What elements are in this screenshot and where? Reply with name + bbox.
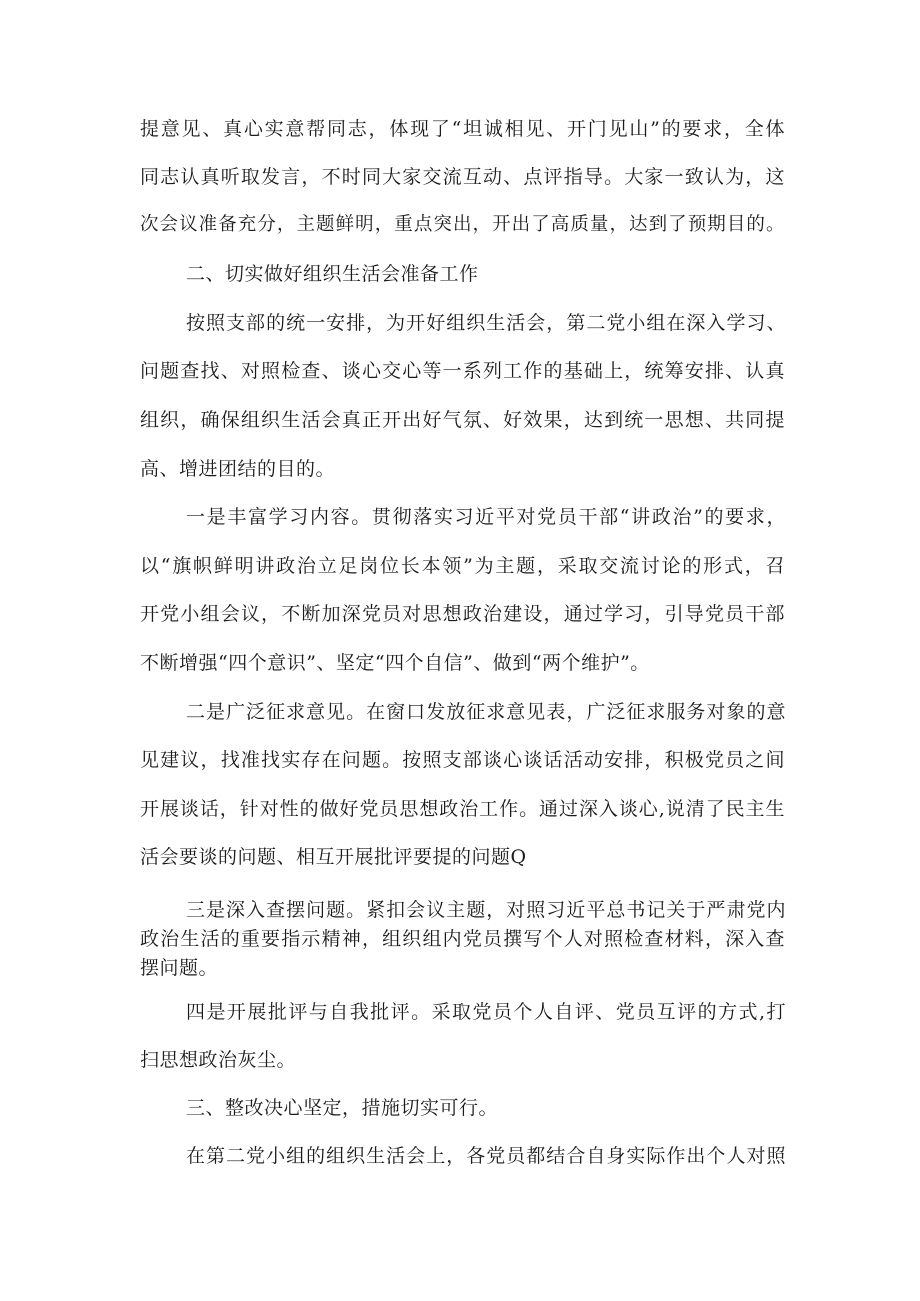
paragraph-line: 摆问题。 [140,957,219,979]
paragraph-line: 开党小组会议，不断加深党员对思想政治建设，通过学习，引导党员干部 [140,603,785,625]
paragraph-line: 组织，确保组织生活会真正开出好气氛、好效果，达到统一思想、共同提 [140,409,785,431]
paragraph-line: 活会要谈的问题、相互开展批评要提的问题Q [140,846,527,868]
paragraph-line: 提意见、真心实意帮同志，体现了“坦诚相见、开门见山”的要求，全体 [140,118,785,140]
paragraph-line: 见建议，找准找实存在问题。按照支部谈心谈话活动安排，积极党员之间 [140,749,785,771]
paragraph-line: 一是丰富学习内容。贯彻落实习近平对党员干部“讲政治”的要求， [186,506,786,528]
paragraph-line: 三是深入查摆问题。紧扣会议主题，对照习近平总书记关于严肃党内 [186,899,786,921]
paragraph-line: 二是广泛征求意见。在窗口发放征求意见表，广泛征求服务对象的意 [186,701,786,723]
paragraph-line: 次会议准备充分，主题鲜明，重点突出，开出了高质量，达到了预期目的。 [140,214,785,235]
paragraph-line: 以“旗帜鲜明讲政治立足岗位长本领”为主题，采取交流讨论的形式，召 [140,555,785,577]
paragraph-line: 在第二党小组的组织生活会上，各党员都结合自身实际作出个人对照 [186,1145,786,1167]
paragraph-line: 扫思想政治灰尘。 [140,1049,297,1071]
paragraph-line: 政治生活的重要指示精神，组织组内党员撰写个人对照检查材料，深入查 [140,928,785,950]
paragraph-line: 高、增进团结的目的。 [140,458,336,480]
paragraph-line: 四是开展批评与自我批评。采取党员个人自评、党员互评的方式,打 [186,1001,786,1023]
paragraph-line: 按照支部的统一安排，为开好组织生活会，第二党小组在深入学习、 [186,312,786,334]
section-heading: 二、切实做好组织生活会准备工作 [186,263,479,285]
paragraph-line: 问题查找、对照检查、谈心交心等一系列工作的基础上，统筹安排、认真 [140,360,785,382]
paragraph-line: 不断增强“四个意识”、坚定“四个自信”、做到“两个维护”。 [140,652,650,674]
paragraph-line: 开展谈话，针对性的做好党员思想政治工作。通过深入谈心,说清了民主生 [140,798,785,820]
section-heading: 三、整改决心坚定，措施切实可行。 [186,1097,499,1119]
paragraph-line: 同志认真听取发言，不时同大家交流互动、点评指导。大家一致认为，这 [140,166,785,188]
